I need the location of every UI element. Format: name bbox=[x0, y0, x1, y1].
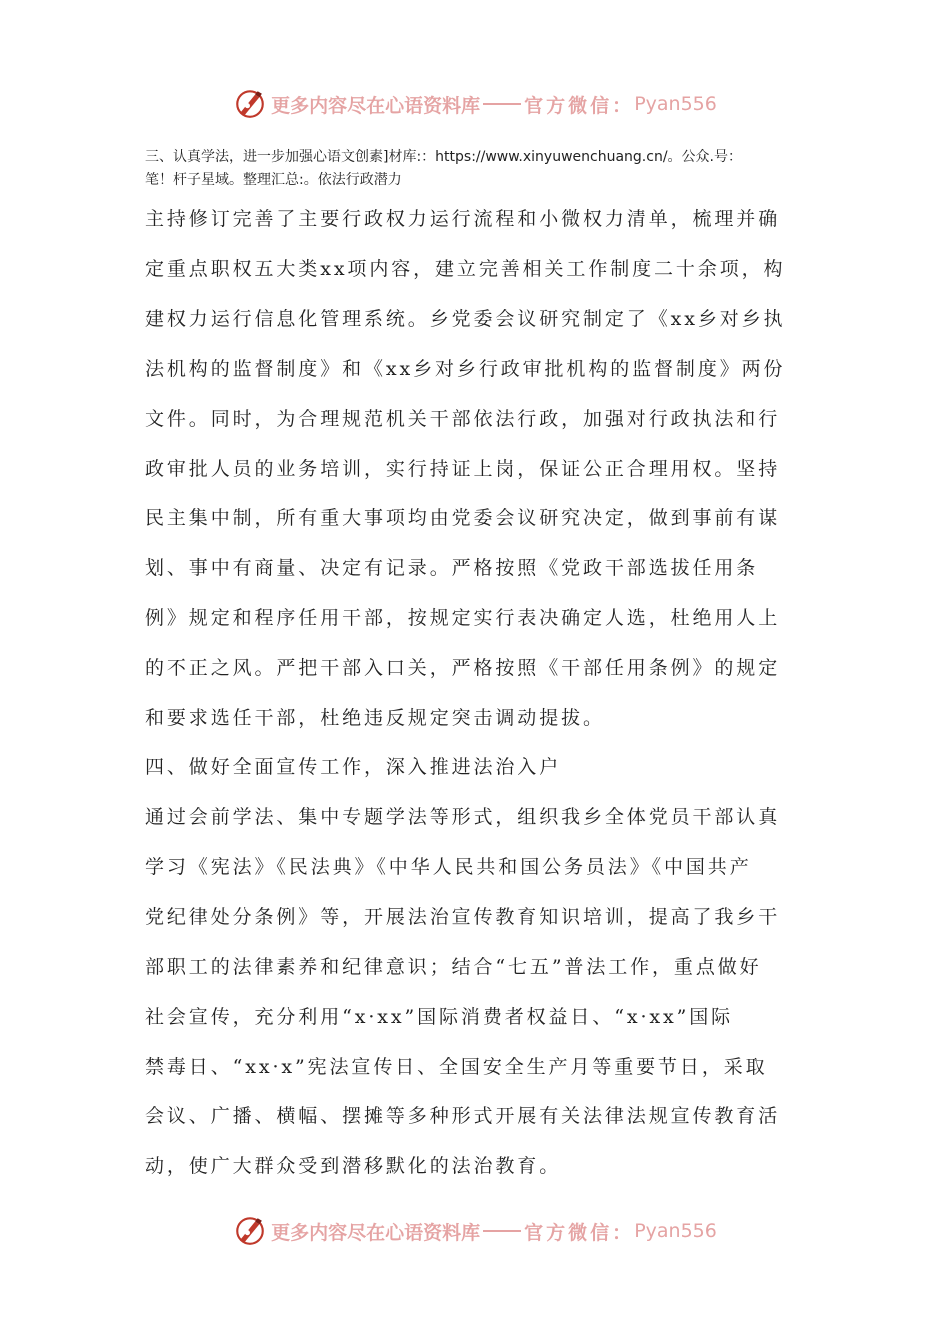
section-four-heading bbox=[145, 743, 815, 793]
paragraph-line: 民主集中制，所有重大事项均由党委会议研究决定，做到事前有谋 bbox=[145, 507, 781, 530]
banner-wechat-id: Pyan556 bbox=[634, 1220, 717, 1242]
banner-slogan: 更多内容尽在心语资料库 bbox=[271, 1221, 481, 1244]
paragraph-line: 政审批人员的业务培训，实行持证上岗，保证公正合理用权。坚持 bbox=[145, 457, 781, 480]
paragraph-line: 部职工的法律素养和纪律意识；结合“七五”普法工作，重点做好 bbox=[145, 955, 762, 978]
footer-banner bbox=[0, 1211, 950, 1251]
section-three-heading bbox=[145, 146, 825, 192]
banner-official: 官方微信： bbox=[524, 94, 635, 117]
banner-slogan: 更多内容尽在心语资料库 bbox=[271, 94, 481, 117]
paragraph-1 bbox=[145, 195, 815, 744]
section-three-heading-line-2: 笔！杆子星域。整理汇总:。依法行政潜力 bbox=[145, 172, 402, 188]
pen-logo-icon bbox=[233, 1214, 267, 1248]
paragraph-line: 会议、广播、横幅、摆摊等多种形式开展有关法律法规宣传教育活 bbox=[145, 1105, 781, 1128]
banner-dash bbox=[483, 103, 521, 105]
paragraph-line: 和要求选任干部，杜绝违反规定突击调动提拔。 bbox=[145, 707, 605, 730]
pen-logo-icon bbox=[233, 87, 267, 121]
paragraph-line: 学习《宪法》《民法典》《中华人民共和国公务员法》《中国共产 bbox=[145, 855, 752, 878]
paragraph-line: 例》规定和程序任用干部，按规定实行表决确定人选，杜绝用人上 bbox=[145, 607, 781, 630]
paragraph-line: 党纪律处分条例》等，开展法治宣传教育知识培训，提高了我乡干 bbox=[145, 905, 781, 928]
header-banner bbox=[0, 84, 950, 124]
paragraph-line: 的不正之风。严把干部入口关，严格按照《干部任用条例》的规定 bbox=[145, 657, 781, 680]
banner-wechat-id: Pyan556 bbox=[634, 93, 717, 115]
paragraph-line: 动，使广大群众受到潜移默化的法治教育。 bbox=[145, 1155, 562, 1178]
banner-dash bbox=[483, 1230, 521, 1232]
paragraph-line: 法机构的监督制度》和《xx乡对乡行政审批机构的监督制度》两份 bbox=[145, 357, 786, 380]
paragraph-line: 定重点职权五大类xx项内容，建立完善相关工作制度二十余项，构 bbox=[145, 257, 786, 280]
paragraph-2 bbox=[145, 793, 815, 1192]
paragraph-line: 划、事中有商量、决定有记录。严格按照《党政干部选拔任用条 bbox=[145, 557, 759, 580]
section-four-heading-text: 四、做好全面宣传工作，深入推进法治入户 bbox=[145, 756, 562, 778]
paragraph-line: 禁毒日、“xx·x”宪法宣传日、全国安全生产月等重要节日，采取 bbox=[145, 1055, 768, 1078]
section-three-heading-line-1: 三、认真学法，进一步加强心语文创素]材库:：https://www.xinyuwenchuang.cn/。公众.号： bbox=[145, 149, 742, 165]
paragraph-line: 通过会前学法、集中专题学法等形式，组织我乡全体党员干部认真 bbox=[145, 806, 781, 828]
paragraph-line: 文件。同时，为合理规范机关干部依法行政，加强对行政执法和行 bbox=[145, 407, 781, 430]
paragraph-line: 主持修订完善了主要行政权力运行流程和小微权力清单，梳理并确 bbox=[145, 208, 781, 230]
banner-official: 官方微信： bbox=[524, 1221, 635, 1244]
paragraph-line: 社会宣传，充分利用“x·xx”国际消费者权益日、“x·xx”国际 bbox=[145, 1005, 734, 1028]
paragraph-line: 建权力运行信息化管理系统。乡党委会议研究制定了《xx乡对乡执 bbox=[145, 307, 786, 330]
